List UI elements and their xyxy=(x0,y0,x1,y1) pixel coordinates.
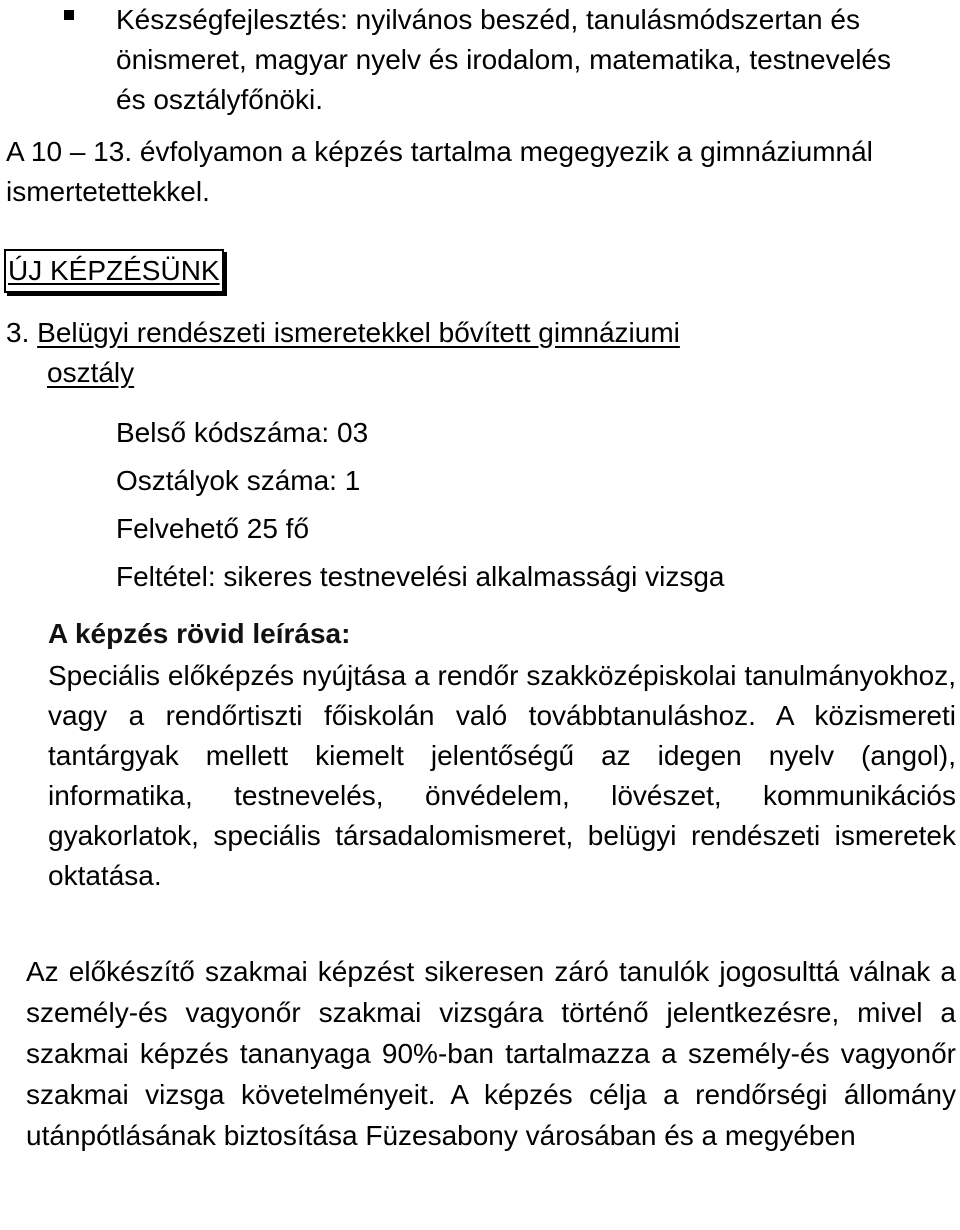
info-condition: Feltétel: sikeres testnevelési alkalmassági vizsga xyxy=(116,561,725,592)
final-paragraph: Az előkészítő szakmai képzést sikeresen záró tanulók jogosulttá válnak a személy-és vagyonőr szakmai vizsgára történő jelentkezésre, mivel a szakmai képzés tananyaga 90%-ban tartalmazza a személy-és vagyonőr szakmai vizsga követelményeit. A képzés célja a rendőrségi állomány utánpótlásának biztosítása Füzesabony városában és a megyében xyxy=(26,956,956,1151)
info-capacity: Felvehető 25 fő xyxy=(116,513,310,544)
intro-paragraph: A 10 – 13. évfolyamon a képzés tartalma megegyezik a gimnáziumnál ismertetettekkel. xyxy=(6,136,873,207)
new-training-heading: ÚJ KÉPZÉSÜNK xyxy=(4,249,224,293)
section-title-line-2: osztály xyxy=(47,357,135,388)
section-number: 3. xyxy=(6,317,30,348)
short-description-heading: A képzés rövid leírása: xyxy=(48,618,351,649)
section-title-line-1: Belügyi rendészeti ismeretekkel bővített gimnáziumi xyxy=(37,317,680,348)
short-description-paragraph: Speciális előképzés nyújtása a rendőr szakközépiskolai tanulmányokhoz, vagy a rendőrtiszti főiskolán való továbbtanuláshoz. A közismereti tantárgyak mellett kiemelt jelentőségű az idegen nyelv (angol), informatika, testnevelés, önvédelem, lövészet, kommunikációs gyakorlatok, speciális társadalomismeret, belügyi rendészeti ismeretek oktatása. xyxy=(48,660,956,891)
info-code: Belső kódszáma: 03 xyxy=(116,417,369,448)
bullet-item-skills: Készségfejlesztés: nyilvános beszéd, tanulásmódszertan és önismeret, magyar nyelv és irodalom, matematika, testnevelés és osztályfőnöki. xyxy=(116,4,891,115)
info-classes: Osztályok száma: 1 xyxy=(116,465,361,496)
square-bullet-icon xyxy=(64,10,74,20)
section-title xyxy=(6,313,906,393)
